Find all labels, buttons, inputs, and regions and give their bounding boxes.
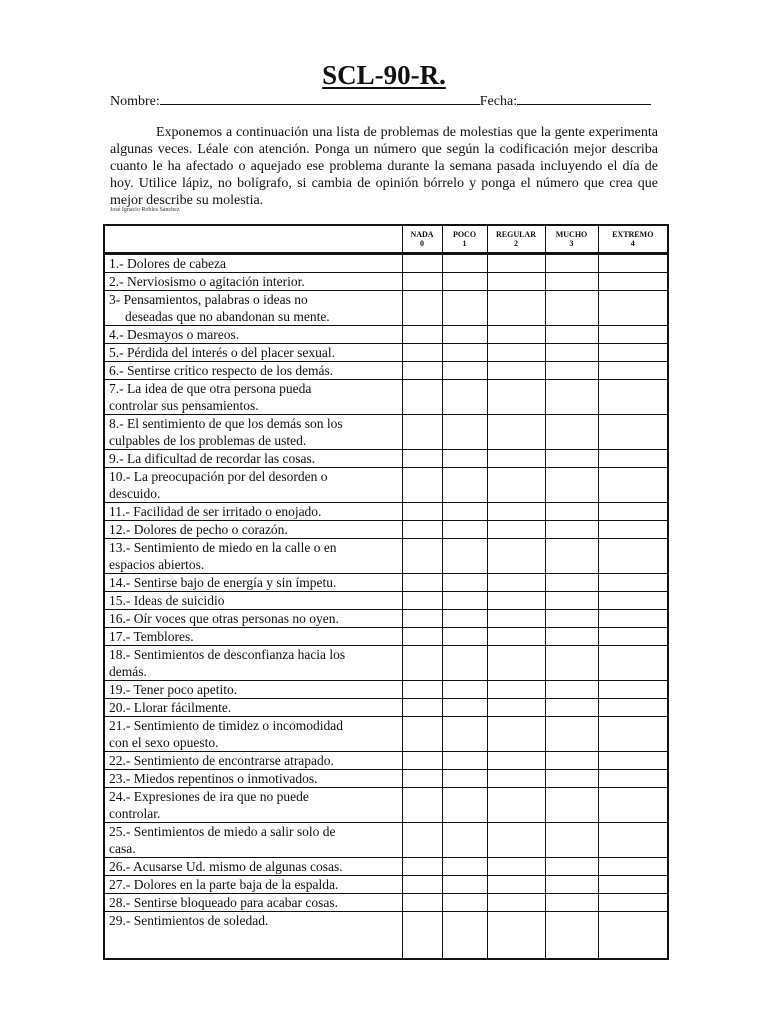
score-cell-poco[interactable] [442, 912, 487, 959]
symptom-text [104, 788, 402, 823]
score-cell-extremo[interactable] [598, 450, 668, 468]
symptom-text [104, 521, 402, 539]
symptom-line: 26.- Acusarse Ud. mismo de algunas cosas. [109, 859, 343, 874]
table-row [104, 912, 668, 959]
table-row [104, 610, 668, 628]
symptom-text [104, 717, 402, 752]
table-row [104, 539, 668, 574]
column-header-poco [442, 225, 487, 254]
score-cell-poco[interactable] [442, 254, 487, 273]
score-cell-poco[interactable] [442, 273, 487, 291]
score-cell-regular[interactable] [487, 326, 545, 344]
score-cell-mucho[interactable] [545, 717, 598, 752]
table-row [104, 752, 668, 770]
symptom-line: deseadas que no abandonan su mente. [125, 309, 330, 324]
score-cell-nada[interactable] [402, 344, 442, 362]
score-cell-regular[interactable] [487, 291, 545, 326]
symptom-text [104, 273, 402, 291]
score-cell-regular[interactable] [487, 574, 545, 592]
symptom-text [104, 592, 402, 610]
symptom-line: 22.- Sentimiento de encontrarse atrapado. [109, 753, 334, 768]
score-cell-poco[interactable] [442, 717, 487, 752]
column-label: REGULAR [495, 230, 536, 239]
score-cell-extremo[interactable] [598, 876, 668, 894]
score-cell-nada[interactable] [402, 326, 442, 344]
symptom-text [104, 450, 402, 468]
score-cell-extremo[interactable] [598, 273, 668, 291]
score-cell-poco[interactable] [442, 326, 487, 344]
score-cell-extremo[interactable] [598, 646, 668, 681]
score-cell-poco[interactable] [442, 699, 487, 717]
score-cell-nada[interactable] [402, 788, 442, 823]
score-cell-regular[interactable] [487, 770, 545, 788]
score-cell-nada[interactable] [402, 912, 442, 959]
table-row [104, 592, 668, 610]
score-cell-regular[interactable] [487, 521, 545, 539]
item-column-header [104, 225, 402, 254]
score-cell-extremo[interactable] [598, 681, 668, 699]
score-cell-regular[interactable] [487, 681, 545, 699]
score-cell-poco[interactable] [442, 521, 487, 539]
score-cell-mucho[interactable] [545, 415, 598, 450]
symptom-text [104, 291, 402, 326]
score-cell-extremo[interactable] [598, 788, 668, 823]
table-row [104, 380, 668, 415]
score-cell-extremo[interactable] [598, 254, 668, 273]
author-credit: José Ignacio Robles Sánchez [110, 207, 180, 213]
fecha-blank-line[interactable] [517, 91, 651, 105]
score-cell-mucho[interactable] [545, 681, 598, 699]
table-row [104, 788, 668, 823]
score-cell-poco[interactable] [442, 380, 487, 415]
score-cell-extremo[interactable] [598, 539, 668, 574]
table-row [104, 326, 668, 344]
symptom-line: 27.- Dolores en la parte baja de la espalda. [109, 877, 339, 892]
symptom-line: demás. [109, 664, 147, 679]
score-cell-mucho[interactable] [545, 858, 598, 876]
symptom-line: 17.- Temblores. [109, 629, 194, 644]
score-cell-regular[interactable] [487, 912, 545, 959]
score-cell-extremo[interactable] [598, 503, 668, 521]
score-cell-poco[interactable] [442, 823, 487, 858]
score-cell-nada[interactable] [402, 380, 442, 415]
table-row [104, 503, 668, 521]
score-cell-mucho[interactable] [545, 770, 598, 788]
symptom-line: 2.- Nerviosismo o agitación interior. [109, 274, 305, 289]
score-cell-extremo[interactable] [598, 912, 668, 959]
column-label: MUCHO [555, 230, 588, 239]
score-cell-nada[interactable] [402, 539, 442, 574]
symptom-line: 5.- Pérdida del interés o del placer sexual. [109, 345, 336, 360]
score-cell-extremo[interactable] [598, 823, 668, 858]
column-label: POCO [452, 230, 477, 239]
symptom-text [104, 326, 402, 344]
table-row [104, 699, 668, 717]
score-cell-poco[interactable] [442, 646, 487, 681]
score-cell-extremo[interactable] [598, 592, 668, 610]
symptom-line: descuido. [109, 486, 161, 501]
symptom-line: 7.- La idea de que otra persona pueda [109, 381, 312, 396]
score-cell-mucho[interactable] [545, 254, 598, 273]
score-cell-mucho[interactable] [545, 273, 598, 291]
score-cell-extremo[interactable] [598, 362, 668, 380]
symptom-text [104, 823, 402, 858]
score-cell-poco[interactable] [442, 450, 487, 468]
score-cell-nada[interactable] [402, 273, 442, 291]
symptom-text [104, 362, 402, 380]
fecha-label: Fecha: [479, 94, 518, 109]
score-cell-nada[interactable] [402, 876, 442, 894]
column-score: 2 [514, 239, 518, 248]
table-row [104, 858, 668, 876]
table-row [104, 574, 668, 592]
score-cell-extremo[interactable] [598, 894, 668, 912]
score-cell-poco[interactable] [442, 291, 487, 326]
score-cell-nada[interactable] [402, 752, 442, 770]
symptom-text [104, 699, 402, 717]
symptom-line: 9.- La dificultad de recordar las cosas. [109, 451, 316, 466]
symptom-text [104, 254, 402, 273]
symptom-text [104, 858, 402, 876]
instructions-paragraph: Exponemos a continuación una lista de problemas de molestias que la gente experimenta algunas veces. Léale con atención. Ponga un número que según la codificación mejor describa cuanto le ha afectado o aquejado ese problema durante la semana pasada incluyendo el día de hoy. Utilice lápiz, no bolígrafo, si cambia de opinión bórrelo y ponga el número que crea que mejor describe su molestia. [110, 125, 658, 208]
score-cell-nada[interactable] [402, 894, 442, 912]
score-cell-regular[interactable] [487, 699, 545, 717]
table-row [104, 876, 668, 894]
score-cell-mucho[interactable] [545, 610, 598, 628]
header-fields [110, 91, 651, 110]
symptom-text [104, 876, 402, 894]
score-cell-extremo[interactable] [598, 574, 668, 592]
table-row [104, 468, 668, 503]
table-row [104, 450, 668, 468]
column-score: 3 [569, 239, 574, 248]
score-cell-poco[interactable] [442, 592, 487, 610]
score-cell-regular[interactable] [487, 823, 545, 858]
symptom-text [104, 646, 402, 681]
score-cell-poco[interactable] [442, 681, 487, 699]
score-cell-regular[interactable] [487, 646, 545, 681]
symptom-line: casa. [109, 841, 136, 856]
symptom-line: 20.- Llorar fácilmente. [109, 700, 232, 715]
score-cell-regular[interactable] [487, 610, 545, 628]
symptom-text [104, 894, 402, 912]
score-cell-regular[interactable] [487, 788, 545, 823]
table-row [104, 291, 668, 326]
page-title: SCL-90-R. [322, 60, 446, 90]
symptom-line: 13.- Sentimiento de miedo en la calle o en [109, 540, 337, 555]
column-score: 4 [630, 239, 635, 248]
score-cell-nada[interactable] [402, 681, 442, 699]
score-cell-nada[interactable] [402, 717, 442, 752]
column-header-regular [487, 225, 545, 254]
nombre-blank-line[interactable] [160, 91, 480, 105]
table-row [104, 823, 668, 858]
score-cell-mucho[interactable] [545, 628, 598, 646]
score-cell-regular[interactable] [487, 628, 545, 646]
score-cell-nada[interactable] [402, 521, 442, 539]
score-cell-extremo[interactable] [598, 752, 668, 770]
symptom-line: 23.- Miedos repentinos o inmotivados. [109, 771, 318, 786]
score-cell-regular[interactable] [487, 858, 545, 876]
nombre-label: Nombre: [110, 94, 160, 109]
score-cell-poco[interactable] [442, 894, 487, 912]
score-cell-mucho[interactable] [545, 876, 598, 894]
symptom-line: 29.- Sentimientos de soledad. [109, 913, 269, 928]
table-row [104, 273, 668, 291]
score-cell-nada[interactable] [402, 291, 442, 326]
score-cell-extremo[interactable] [598, 858, 668, 876]
score-cell-regular[interactable] [487, 876, 545, 894]
symptom-text [104, 752, 402, 770]
symptom-line: 19.- Tener poco apetito. [109, 682, 238, 697]
symptom-line: 28.- Sentirse bloqueado para acabar cosas. [109, 895, 339, 910]
symptom-line: controlar. [109, 806, 161, 821]
score-cell-regular[interactable] [487, 717, 545, 752]
score-cell-regular[interactable] [487, 273, 545, 291]
score-cell-regular[interactable] [487, 752, 545, 770]
column-label: EXTREMO [612, 230, 654, 239]
symptom-line: 4.- Desmayos o mareos. [109, 327, 240, 342]
score-cell-nada[interactable] [402, 254, 442, 273]
symptom-line: 11.- Facilidad de ser irritado o enojado. [109, 504, 322, 519]
score-cell-nada[interactable] [402, 415, 442, 450]
table-header-row [104, 225, 668, 254]
score-cell-regular[interactable] [487, 362, 545, 380]
score-cell-regular[interactable] [487, 503, 545, 521]
score-cell-poco[interactable] [442, 468, 487, 503]
column-header-extremo [598, 225, 668, 254]
symptom-text [104, 468, 402, 503]
score-cell-extremo[interactable] [598, 468, 668, 503]
score-cell-extremo[interactable] [598, 628, 668, 646]
symptom-line: 21.- Sentimiento de timidez o incomodidad [109, 718, 343, 733]
symptom-line: 12.- Dolores de pecho o corazón. [109, 522, 288, 537]
symptom-line: 24.- Expresiones de ira que no puede [109, 789, 309, 804]
score-cell-nada[interactable] [402, 574, 442, 592]
score-cell-regular[interactable] [487, 380, 545, 415]
score-cell-extremo[interactable] [598, 717, 668, 752]
score-cell-nada[interactable] [402, 503, 442, 521]
score-cell-mucho[interactable] [545, 699, 598, 717]
symptom-text [104, 344, 402, 362]
score-cell-mucho[interactable] [545, 752, 598, 770]
score-cell-mucho[interactable] [545, 539, 598, 574]
table-row [104, 521, 668, 539]
score-cell-mucho[interactable] [545, 521, 598, 539]
symptom-text [104, 770, 402, 788]
symptom-table [103, 224, 669, 960]
symptom-line: 14.- Sentirse bajo de energía y sin ímpetu. [109, 575, 337, 590]
column-score: 1 [462, 239, 467, 248]
score-cell-mucho[interactable] [545, 503, 598, 521]
score-cell-mucho[interactable] [545, 912, 598, 959]
score-cell-nada[interactable] [402, 468, 442, 503]
symptom-text [104, 628, 402, 646]
symptom-line: 16.- Oír voces que otras personas no oyen. [109, 611, 339, 626]
column-label: NADA [410, 230, 434, 239]
symptom-text [104, 380, 402, 415]
score-cell-mucho[interactable] [545, 380, 598, 415]
symptom-line: culpables de los problemas de usted. [109, 433, 307, 448]
symptom-line: con el sexo opuesto. [109, 735, 219, 750]
score-cell-extremo[interactable] [598, 344, 668, 362]
score-cell-nada[interactable] [402, 858, 442, 876]
score-cell-mucho[interactable] [545, 468, 598, 503]
table-row [104, 628, 668, 646]
score-cell-mucho[interactable] [545, 291, 598, 326]
symptom-line: 18.- Sentimientos de desconfianza hacia los [109, 647, 346, 662]
score-cell-extremo[interactable] [598, 415, 668, 450]
score-cell-poco[interactable] [442, 788, 487, 823]
score-cell-poco[interactable] [442, 610, 487, 628]
score-cell-nada[interactable] [402, 610, 442, 628]
table-row [104, 646, 668, 681]
score-cell-regular[interactable] [487, 415, 545, 450]
score-cell-regular[interactable] [487, 254, 545, 273]
score-cell-poco[interactable] [442, 415, 487, 450]
score-cell-mucho[interactable] [545, 344, 598, 362]
score-cell-mucho[interactable] [545, 450, 598, 468]
score-cell-mucho[interactable] [545, 646, 598, 681]
score-cell-poco[interactable] [442, 628, 487, 646]
symptom-line: 8.- El sentimiento de que los demás son los [109, 416, 343, 431]
score-cell-mucho[interactable] [545, 574, 598, 592]
score-cell-nada[interactable] [402, 770, 442, 788]
score-cell-mucho[interactable] [545, 894, 598, 912]
score-cell-mucho[interactable] [545, 823, 598, 858]
score-cell-regular[interactable] [487, 539, 545, 574]
symptom-text [104, 503, 402, 521]
table-row [104, 344, 668, 362]
table-row [104, 362, 668, 380]
symptom-line: 6.- Sentirse crítico respecto de los demás. [109, 363, 334, 378]
symptom-line: 15.- Ideas de suicidio [109, 593, 225, 608]
symptom-line: controlar sus pensamientos. [109, 398, 259, 413]
score-cell-extremo[interactable] [598, 699, 668, 717]
score-cell-regular[interactable] [487, 344, 545, 362]
score-cell-nada[interactable] [402, 362, 442, 380]
symptom-text [104, 539, 402, 574]
score-cell-extremo[interactable] [598, 770, 668, 788]
score-cell-nada[interactable] [402, 699, 442, 717]
symptom-text [104, 574, 402, 592]
score-cell-extremo[interactable] [598, 291, 668, 326]
score-cell-mucho[interactable] [545, 362, 598, 380]
score-cell-nada[interactable] [402, 646, 442, 681]
score-cell-extremo[interactable] [598, 521, 668, 539]
score-cell-poco[interactable] [442, 503, 487, 521]
score-cell-regular[interactable] [487, 894, 545, 912]
score-cell-nada[interactable] [402, 450, 442, 468]
score-cell-nada[interactable] [402, 823, 442, 858]
score-cell-regular[interactable] [487, 468, 545, 503]
score-cell-regular[interactable] [487, 450, 545, 468]
symptom-text [104, 681, 402, 699]
symptom-text [104, 415, 402, 450]
score-cell-nada[interactable] [402, 592, 442, 610]
table-row [104, 717, 668, 752]
score-cell-regular[interactable] [487, 592, 545, 610]
score-cell-mucho[interactable] [545, 788, 598, 823]
score-cell-mucho[interactable] [545, 592, 598, 610]
score-cell-poco[interactable] [442, 539, 487, 574]
symptom-line: 3- Pensamientos, palabras o ideas no [109, 292, 308, 307]
score-cell-nada[interactable] [402, 628, 442, 646]
symptom-line: espacios abiertos. [109, 557, 205, 572]
symptom-line: 25.- Sentimientos de miedo a salir solo de [109, 824, 336, 839]
score-cell-extremo[interactable] [598, 326, 668, 344]
table-row [104, 254, 668, 273]
score-cell-poco[interactable] [442, 574, 487, 592]
score-cell-mucho[interactable] [545, 326, 598, 344]
table-row [104, 770, 668, 788]
symptom-line: 1.- Dolores de cabeza [109, 256, 226, 271]
score-cell-poco[interactable] [442, 770, 487, 788]
symptom-line: 10.- La preocupación por del desorden o [109, 469, 328, 484]
score-cell-poco[interactable] [442, 858, 487, 876]
symptom-text [104, 610, 402, 628]
score-cell-poco[interactable] [442, 344, 487, 362]
score-cell-poco[interactable] [442, 752, 487, 770]
table-row [104, 415, 668, 450]
column-header-nada [402, 225, 442, 254]
table-row [104, 894, 668, 912]
score-cell-extremo[interactable] [598, 380, 668, 415]
symptom-text [104, 912, 402, 959]
score-cell-extremo[interactable] [598, 610, 668, 628]
column-header-mucho [545, 225, 598, 254]
column-score: 0 [420, 239, 424, 248]
table-row [104, 681, 668, 699]
score-cell-poco[interactable] [442, 362, 487, 380]
score-cell-poco[interactable] [442, 876, 487, 894]
